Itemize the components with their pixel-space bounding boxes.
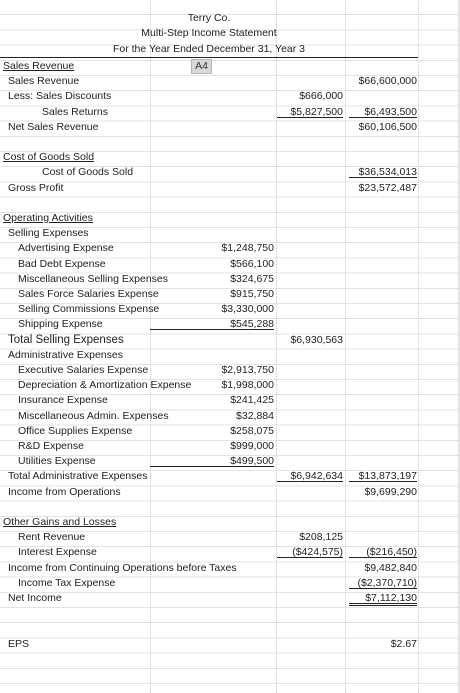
row-label: Executive Salaries Expense xyxy=(18,364,149,376)
table-row[interactable] xyxy=(0,211,460,226)
row-label: Miscellaneous Selling Expenses xyxy=(18,272,168,285)
table-row[interactable] xyxy=(0,454,460,469)
row-label: Total Administrative Expenses xyxy=(8,470,148,483)
amount-cell: $13,873,197 xyxy=(349,469,417,482)
selected-cell-reference[interactable]: A4 xyxy=(191,59,212,74)
row-label: Cost of Goods Sold xyxy=(3,151,95,164)
amount-cell: $32,884 xyxy=(236,409,274,422)
table-row[interactable] xyxy=(0,348,460,363)
table-row[interactable] xyxy=(0,317,460,332)
table-row[interactable] xyxy=(0,637,460,652)
row-label: Utilities Expense xyxy=(18,455,96,468)
amount-cell: $915,750 xyxy=(230,288,274,300)
amount-cell: $2.67 xyxy=(390,637,417,650)
amount-cell: $1,248,750 xyxy=(221,242,274,255)
row-label: Gross Profit xyxy=(8,181,64,194)
row-label: Other Gains and Losses xyxy=(3,516,117,528)
table-row[interactable] xyxy=(0,105,460,120)
amount-cell: $6,942,634 xyxy=(277,469,343,482)
row-label: EPS xyxy=(8,637,30,650)
table-row[interactable] xyxy=(0,576,460,591)
table-row[interactable] xyxy=(0,241,460,256)
row-label: Net Sales Revenue xyxy=(8,120,99,133)
header-title-row[interactable] xyxy=(0,26,460,41)
row-label: Insurance Expense xyxy=(18,394,108,407)
amount-cell: $258,075 xyxy=(230,424,274,437)
table-row[interactable] xyxy=(0,591,460,606)
table-row[interactable] xyxy=(0,181,460,196)
amount-cell: $545,288 xyxy=(150,317,274,330)
statement-title: Multi-Step Income Statement xyxy=(141,27,277,39)
table-row[interactable] xyxy=(0,606,460,621)
table-row[interactable] xyxy=(0,530,460,545)
table-row[interactable] xyxy=(0,561,460,576)
amount-cell: $9,699,290 xyxy=(364,485,417,498)
row-label: Income Tax Expense xyxy=(18,576,116,589)
row-label: Cost of Goods Sold xyxy=(42,166,134,179)
row-label: Sales Returns xyxy=(42,105,108,118)
table-row[interactable] xyxy=(0,363,460,378)
row-label: Interest Expense xyxy=(18,546,97,559)
row-label: Total Selling Expenses xyxy=(8,333,124,346)
table-row[interactable] xyxy=(0,226,460,241)
row-label: Miscellaneous Admin. Expenses xyxy=(18,409,169,422)
row-label: Sales Revenue xyxy=(8,75,80,88)
table-row[interactable] xyxy=(0,621,460,636)
table-row[interactable] xyxy=(0,302,460,317)
table-row[interactable] xyxy=(0,439,460,454)
table-row[interactable] xyxy=(0,500,460,515)
row-label: Rent Revenue xyxy=(18,531,86,544)
table-row[interactable] xyxy=(0,89,460,104)
row-label: Depreciation & Amortization Expense xyxy=(18,379,192,392)
statement-period: For the Year Ended December 31, Year 3 xyxy=(112,43,306,55)
table-row[interactable] xyxy=(0,515,460,530)
amount-cell: $1,998,000 xyxy=(221,379,274,392)
row-label: Income from Operations xyxy=(8,485,121,498)
row-label: Sales Force Salaries Expense xyxy=(18,288,159,300)
table-row[interactable] xyxy=(0,287,460,302)
row-label: Sales Revenue xyxy=(3,60,75,72)
table-row[interactable] xyxy=(0,485,460,500)
table-row[interactable] xyxy=(0,424,460,439)
row-label: Less: Sales Discounts xyxy=(8,90,112,103)
amount-cell: $60,106,500 xyxy=(358,120,417,133)
header-period-row[interactable] xyxy=(0,42,460,57)
table-row[interactable] xyxy=(0,135,460,150)
table-row[interactable] xyxy=(0,150,460,165)
amount-cell: $566,100 xyxy=(230,257,274,270)
row-label: Office Supplies Expense xyxy=(18,424,133,437)
row-label: Shipping Expense xyxy=(18,318,103,331)
table-row[interactable] xyxy=(0,165,460,180)
amount-cell: $241,425 xyxy=(230,394,274,407)
table-row[interactable] xyxy=(0,74,460,89)
row-label: Bad Debt Expense xyxy=(18,257,106,270)
row-label: Net Income xyxy=(8,592,62,604)
amount-cell: $6,493,500 xyxy=(349,105,417,118)
table-row[interactable] xyxy=(0,59,460,74)
table-row[interactable] xyxy=(0,196,460,211)
amount-cell: $208,125 xyxy=(299,531,343,544)
amount-cell: $6,930,563 xyxy=(290,333,343,346)
amount-cell: $23,572,487 xyxy=(358,181,417,194)
table-row[interactable] xyxy=(0,393,460,408)
table-row[interactable] xyxy=(0,545,460,560)
row-label: Advertising Expense xyxy=(18,242,114,255)
amount-cell: ($424,575) xyxy=(277,545,343,558)
amount-cell: $999,000 xyxy=(230,440,274,452)
row-label: Income from Continuing Operations before Taxes xyxy=(8,561,237,574)
table-row[interactable] xyxy=(0,378,460,393)
header-company-row[interactable] xyxy=(0,11,460,26)
row-label: Operating Activities xyxy=(3,212,93,224)
amount-cell: $9,482,840 xyxy=(364,561,417,574)
amount-cell: $5,827,500 xyxy=(277,105,343,118)
amount-cell: ($2,370,710) xyxy=(349,576,417,589)
amount-cell: $36,534,013 xyxy=(349,165,417,178)
table-row[interactable] xyxy=(0,120,460,135)
amount-cell: ($216,450) xyxy=(349,545,417,558)
table-row[interactable] xyxy=(0,272,460,287)
table-row[interactable] xyxy=(0,409,460,424)
amount-cell: $7,112,130 xyxy=(349,591,417,606)
amount-cell: $66,600,000 xyxy=(358,75,417,88)
table-row[interactable] xyxy=(0,333,460,348)
amount-cell: $3,330,000 xyxy=(221,303,274,316)
amount-cell: $324,675 xyxy=(230,272,274,285)
table-row[interactable] xyxy=(0,469,460,484)
amount-cell: $499,500 xyxy=(150,454,274,467)
row-label: Administrative Expenses xyxy=(8,348,123,361)
table-row[interactable] xyxy=(0,257,460,272)
amount-cell: $2,913,750 xyxy=(221,364,274,376)
row-label: R&D Expense xyxy=(18,440,84,452)
header-rule xyxy=(0,57,418,58)
row-label: Selling Expenses xyxy=(8,227,89,240)
amount-cell: $666,000 xyxy=(299,90,343,103)
row-label: Selling Commissions Expense xyxy=(18,303,160,316)
company-name: Terry Co. xyxy=(187,12,231,24)
